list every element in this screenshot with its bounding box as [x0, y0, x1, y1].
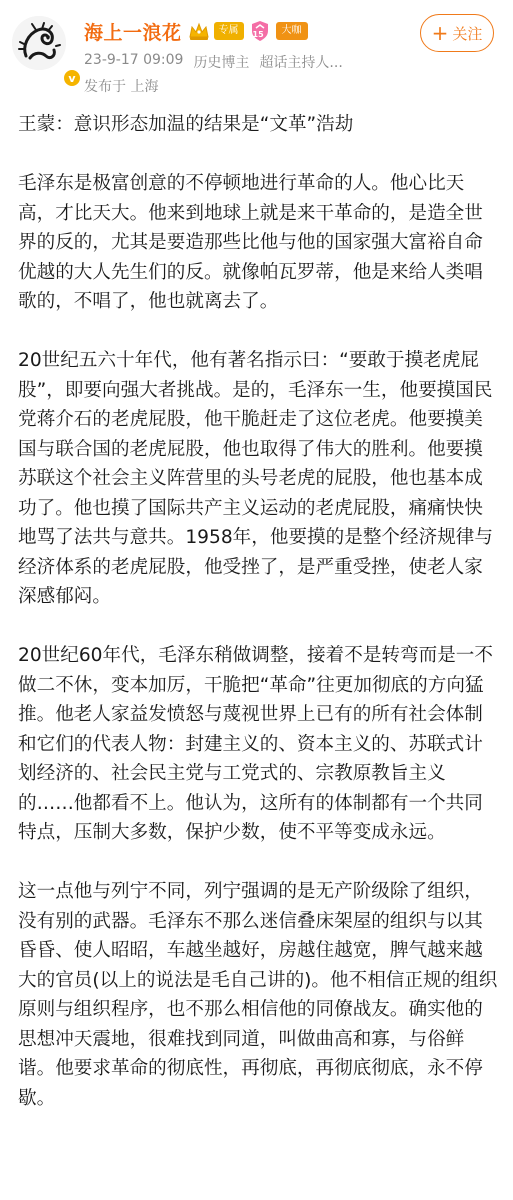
follow-button[interactable]	[420, 14, 494, 52]
avatar[interactable]	[12, 16, 76, 85]
post-paragraph: 20世纪60年代，毛泽东稍做调整，接着不是转弯而是一不做二不休，变本加厉，干脆把“革命”往更加彻底的方向猛推。他老人家益发愤怒与蔑视世界上已有的所有社会体制和它们的代表人物：封建主义的、资本主义的、苏联式计划经济的、社会民主党与工党式的、宗教原教旨主义的……他都看不上。他认为，这所有的体制都有一个共同特点，压制大多数，保护少数，使不平等变成永远。	[18, 645, 493, 843]
crown-icon[interactable]	[188, 21, 210, 41]
post-location: 发布于 上海	[84, 79, 159, 95]
role-tag[interactable]	[276, 22, 308, 40]
post-meta	[84, 52, 353, 72]
role-tag-label: 大咖	[281, 25, 302, 36]
dragon-avatar-icon	[12, 16, 66, 70]
post-paragraph: 毛泽东是极富创意的不停顿地进行革命的人。他心比天高，才比天大。他来到地球上就是来干革命的，是造全世界的反的，尤其是要造那些比他与他的国家强大富裕自命优越的大人先生们的反。就像帕瓦罗蒂，他是来给人类唱歌的，不唱了，他也就离去了。	[18, 173, 483, 312]
post-header	[0, 0, 513, 100]
level-badge[interactable]	[250, 20, 270, 42]
author-community[interactable]: 超话主持人...	[259, 55, 343, 71]
plus-icon: +	[431, 21, 449, 45]
author-name[interactable]: 海上一浪花	[84, 21, 182, 44]
follow-button-label: 关注	[452, 24, 483, 43]
post-paragraph-title: 王蒙：意识形态加温的结果是“文革”浩劫	[18, 114, 354, 135]
post-paragraph: 20世纪五六十年代，他有著名指示曰：“要敢于摸老虎屁股”，即要向强大者挑战。是的，毛泽东一生，他要摸国民党蒋介石的老虎屁股，他干脆赶走了这位老虎。他要摸美国与联合国的老虎屁股，他也取得了伟大的胜利。他要摸苏联这个社会主义阵营里的头号老虎的屁股，他也基本成功了。他也摸了国际共产主义运动的老虎屁股，痛痛快快地骂了法共与意共。1958年，他要摸的是整个经济规律与经济体系的老虎屁股，他受挫了，是严重受挫，使老人家深感郁闷。	[18, 350, 493, 607]
level-number: 15	[252, 30, 264, 39]
author-name-row	[84, 16, 308, 46]
author-category: 历史博主	[193, 55, 250, 71]
vip-exclusive-tag[interactable]: 专属	[214, 22, 244, 40]
post-paragraph: 这一点他与列宁不同，列宁强调的是无产阶级除了组织，没有别的武器。毛泽东不那么迷信叠床架屋的组织与以其昏昏、使人昭昭，车越坐越好，房越住越宽，脾气越来越大的官员(以上的说法是毛自己讲的)。他不相信正规的组织原则与组织程序，也不那么相信他的同僚战友。确实他的思想冲天震地，很难找到同道，叫做曲高和寡，与俗鲜谐。他要求革命的彻底性，再彻底，再彻底彻底，永不停歇。	[18, 881, 498, 1109]
post-body	[18, 110, 500, 1143]
post-timestamp: 23-9-17 09:09	[84, 52, 184, 68]
verified-badge-icon: v	[62, 68, 82, 88]
